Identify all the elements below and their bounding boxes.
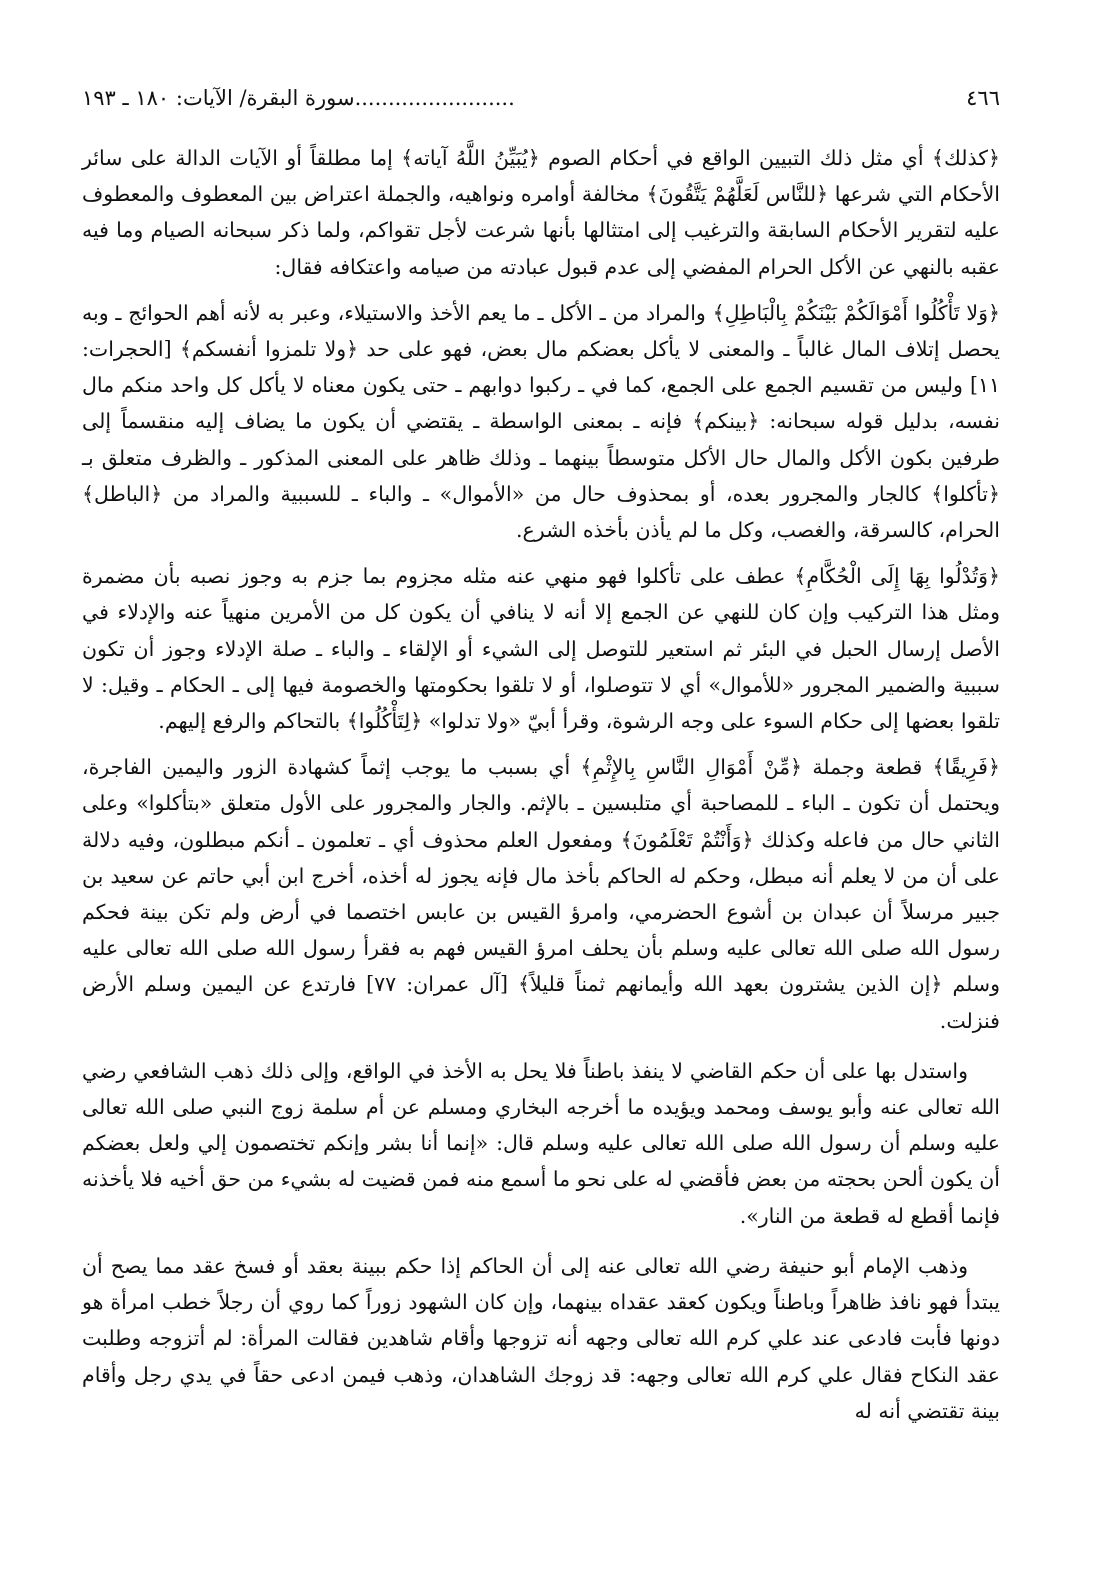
paragraph-kadhalik: ﴿كذلك﴾ أي مثل ذلك التبيين الواقع في أحكام الصوم ﴿يُبَيِّنُ اللَّهُ آياته﴾ إما مطلقاً أو الآيات الدالة على سائر الأحكام التي شرعها ﴿للنَّاس لَعَلَّهُمْ يَتَّقُونَ﴾ مخالفة أوامره ونواهيه، والجملة اعتراض بين المعطوف والمعطوف عليه لتقرير الأحكام السابقة والترغيب إلى امتثالها بأنها شرعت لأجل تقواكم، ولما ذكر سبحانه الصيام وما فيه عقبه بالنهي عن الأكل الحرام المفضي إلى عدم قبول عبادته من صيامه واعتكافه فقال: (82, 146, 1000, 279)
page-number: ٤٦٦ (966, 86, 1000, 110)
running-head (82, 78, 1000, 118)
paragraph-fariqan: ﴿فَرِيقًا﴾ قطعة وجملة ﴿مِّنْ أَمْوَالِ النَّاسِ بِالإِثْمِ﴾ أي بسبب ما يوجب إثماً كشهادة الزور واليمين الفاجرة، ويحتمل أن تكون ـ الباء ـ للمصاحبة أي متلبسين ـ بالإثم. والجار والمجرور على الأول متعلق «بتأكلوا» وعلى الثاني حال من فاعله وكذلك ﴿وَأَنْتُمْ تَعْلَمُونَ﴾ ومفعول العلم محذوف أي ـ تعلمون ـ أنكم مبطلون، وفيه دلالة على أن من لا يعلم أنه مبطل، وحكم له الحاكم بأخذ مال فإنه يجوز له أخذه، أخرج ابن أبي حاتم عن سعيد بن جبير مرسلاً أن عبدان بن أشوع الحضرمي، وامرؤ القيس بن عابس اختصما في أرض ولم تكن بينة فحكم رسول الله صلى الله تعالى عليه وسلم بأن يحلف امرؤ القيس فهم به فقرأ رسول الله صلى الله تعالى عليه وسلم ﴿إن الذين يشترون بعهد الله وأيمانهم ثمناً قليلاً﴾ [آل عمران: ٧٧] فارتدع عن اليمين وسلم الأرض فنزلت. (82, 755, 1000, 1033)
paragraph-la-takulu: ﴿وَلا تَأْكُلُوا أَمْوَالَكُمْ بَيْنَكُمْ بِالْبَاطِلِ﴾ والمراد من ـ الأكل ـ ما يعم الأخذ والاستيلاء، وعبر به لأنه أهم الحوائج ـ وبه يحصل إتلاف المال غالباً ـ والمعنى لا يأكل بعضكم مال بعض، فهو على حد ﴿ولا تلمزوا أنفسكم﴾ [الحجرات: ١١] وليس من تقسيم الجمع على الجمع، كما في ـ ركبوا دوابهم ـ حتى يكون معناه لا يأكل كل واحد منكم مال نفسه، بدليل قوله سبحانه: ﴿بينكم﴾ فإنه ـ بمعنى الواسطة ـ يقتضي أن يكون ما يضاف إليه منقسماً إلى طرفين بكون الأكل والمال حال الأكل متوسطاً بينهما ـ وذلك ظاهر على المعنى المذكور ـ والظرف متعلق بـ ﴿تأكلوا﴾ كالجار والمجرور بعده، أو بمحذوف حال من «الأموال» ـ والباء ـ للسببية والمراد من ﴿الباطل﴾ الحرام، كالسرقة، والغصب، وكل ما لم يأذن بأخذه الشرع. (82, 300, 1000, 543)
paragraph-tudlu: ﴿وَتُدْلُوا بِهَا إِلَى الْحُكَّامِ﴾ عطف على تأكلوا فهو منهي عنه مثله مجزوم بما جزم به وجوز نصبه بأن مضمرة ومثل هذا التركيب وإن كان للنهي عن الجمع إلا أنه لا ينافي أن يكون كل من الأمرين منهياً عنه والإدلاء في الأصل إرسال الحبل في البئر ثم استعير للتوصل إلى الشيء أو الإلقاء ـ والباء ـ صلة الإدلاء وجوز أن تكون سببية والضمير المجرور «للأموال» أي لا تتوصلوا، أو لا تلقوا بحكومتها والخصومة فيها إلى ـ الحكام ـ وقيل: لا تلقوا بعضها إلى حكام السوء على وجه الرشوة، وقرأ أبيّ «ولا تدلوا» ﴿لِتَأْكُلُوا﴾ بالتحاكم والرفع إليهم. (82, 564, 1000, 734)
running-title: ........................سورة البقرة/ الآيات: ١٨٠ ـ ١٩٣ (82, 86, 515, 110)
page-body (82, 140, 1000, 1429)
paragraph-abu-hanifa: وذهب الإمام أبو حنيفة رضي الله تعالى عنه إلى أن الحاكم إذا حكم ببينة بعقد أو فسخ عقد مما يصح أن يبتدأ فهو نافذ ظاهراً وباطناً ويكون كعقد عقداه بينهما، وإن كان الشهود زوراً كما روي أن رجلاً خطب امرأة هو دونها فأبت فادعى عند علي كرم الله تعالى وجهه أنه تزوجها وأقام شاهدين فقالت المرأة: لم أتزوجه وطلبت عقد النكاح فقال علي كرم الله تعالى وجهه: قد زوجك الشاهدان، وذهب فيمن ادعى حقاً في يدي رجل وأقام بينة تقتضي أنه له (82, 1253, 1000, 1423)
paragraph-istadalla: واستدل بها على أن حكم القاضي لا ينفذ باطناً فلا يحل به الأخذ في الواقع، وإلى ذلك ذهب الشافعي رضي الله تعالى عنه وأبو يوسف ومحمد ويؤيده ما أخرجه البخاري ومسلم عن أم سلمة زوج النبي صلى الله تعالى عليه وسلم أن رسول الله صلى الله تعالى عليه وسلم قال: «إنما أنا بشر وإنكم تختصمون إلي ولعل بعضكم أن يكون ألحن بحجته من بعض فأقضي له على نحو ما أسمع منه فمن قضيت له بشيء من حق أخيه فلا يأخذنه فإنما أقطع له قطعة من النار». (82, 1058, 1000, 1228)
